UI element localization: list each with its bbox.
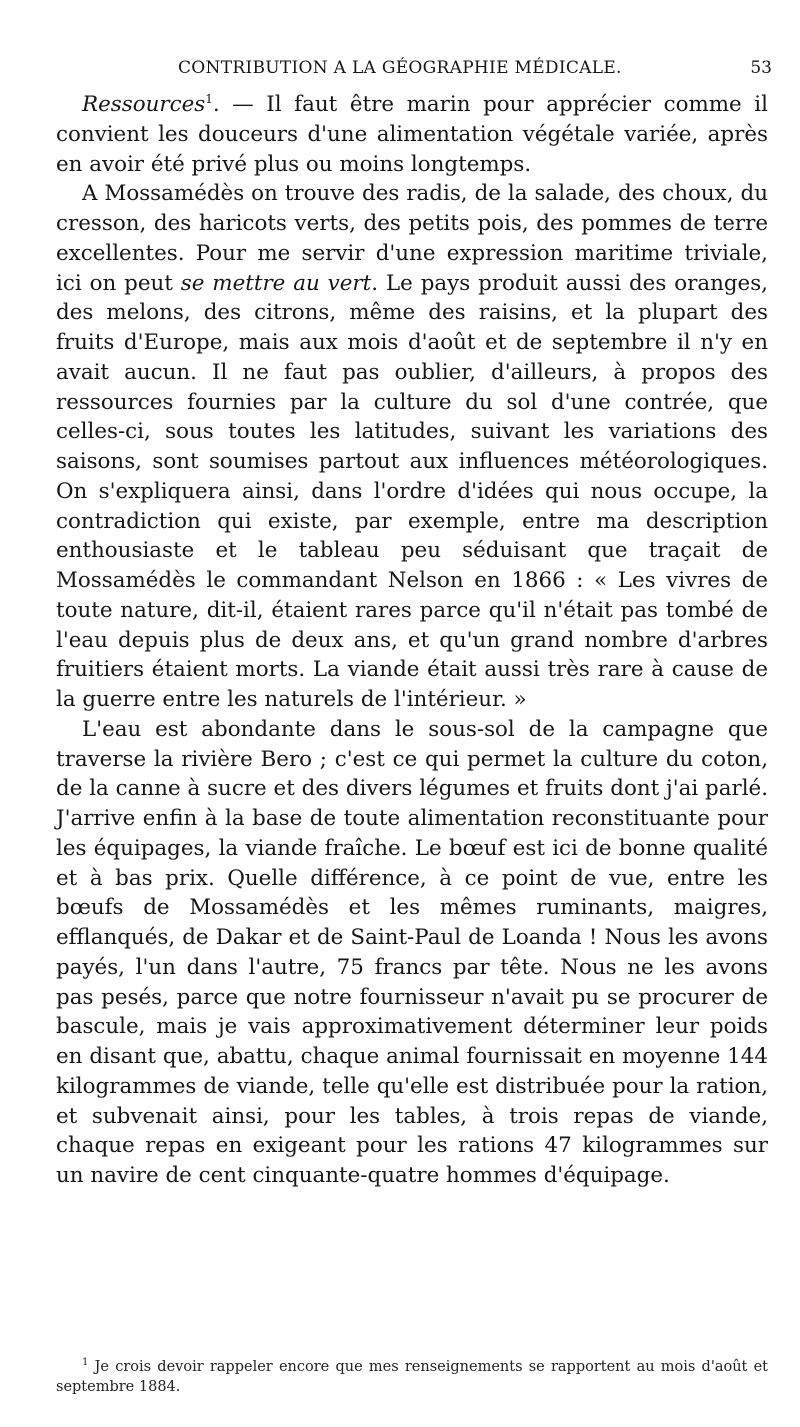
paragraph-ressources [56,90,768,179]
paragraph-text: L'eau est abondante dans le sous-sol de la campagne que traverse la rivière Bero ; c'est ce qui permet la culture du coton, de la canne à sucre et des divers légumes et fruits dont j'ai parlé. J'arrive enfin à la base de toute alimentation reconstituante pour les équipages, la viande fraîche. Le bœuf est ici de bonne qualité et à bas prix. Quelle différence, à ce point de vue, entre les bœufs de Mossamédès et les mêmes ruminants, maigres, efflanqués, de Dakar et de Saint-Paul de Loanda ! Nous les avons payés, l'un dans l'autre, 75 francs par tête. Nous ne les avons pas pesés, parce que notre fournisseur n'avait pu se procurer de bascule, mais je vais approximativement déterminer leur poids en disant que, abattu, chaque animal fournissait en moyenne 144 kilogrammes de viande, telle qu'elle est distribuée pour la ration, et subvenait ainsi, pour les tables, à trois repas de viande, chaque repas en exigeant pour les rations 47 kilogrammes sur un navire de cent cinquante-quatre hommes d'équipage. [56,716,768,1188]
paragraph-text: A Mossamédès on trouve des radis, de la salade, des choux, du cresson, des haricots verts, des petits pois, des pommes de terre excellentes. Pour me servir d'une expression maritime triviale, ici on peut [56,181,768,296]
section-lead-word: Ressources [82,92,206,117]
body-text [56,90,768,1191]
footnote-reference: 1 [205,91,213,106]
paragraph-eau [56,715,768,1191]
page-number: 53 [750,58,772,78]
footnote-mark: 1 [82,1357,89,1369]
running-title: CONTRIBUTION A LA GÉOGRAPHIE MÉDICALE. [178,58,622,78]
paragraph-text: . Le pays produit aussi des oranges, des melons, des citrons, même des raisins, et la plupart des fruits d'Europe, mais aux mois d'août et de septembre il n'y en avait aucun. Il ne faut pas oublier, d'ailleurs, à propos des ressources fournies par la culture du sol d'une contrée, que celles-ci, sous toutes les latitudes, suivant les variations des saisons, sont soumises partout aux influences météorologiques. On s'expliquera ainsi, dans l'ordre d'idées qui nous occupe, la contradiction qui existe, par exemple, entre ma description enthousiaste et le tableau peu séduisant que traçait de Mossamédès le commandant Nelson en 1866 : « Les vivres de toute nature, dit-il, étaient rares parce qu'il n'était pas tombé de l'eau depuis plus de deux ans, et qu'un grand nombre d'arbres fruitiers étaient morts. La viande était aussi très rare à cause de la guerre entre les naturels de l'intérieur. » [56,270,768,712]
emphasis-phrase: se mettre au vert [180,270,372,296]
footnote-text: Je crois devoir rappeler encore que mes renseignements se rapportent au mois d'août et septembre 1884. [56,1359,768,1395]
paragraph-text: . — Il faut être marin pour apprécier comme il convient les douceurs d'une alimentation végétale variée, après en avoir été privé plus ou moins longtemps. [56,92,768,177]
paragraph-mossamedes [56,179,768,715]
footnote-paragraph [56,1357,768,1397]
footnote [56,1357,768,1397]
